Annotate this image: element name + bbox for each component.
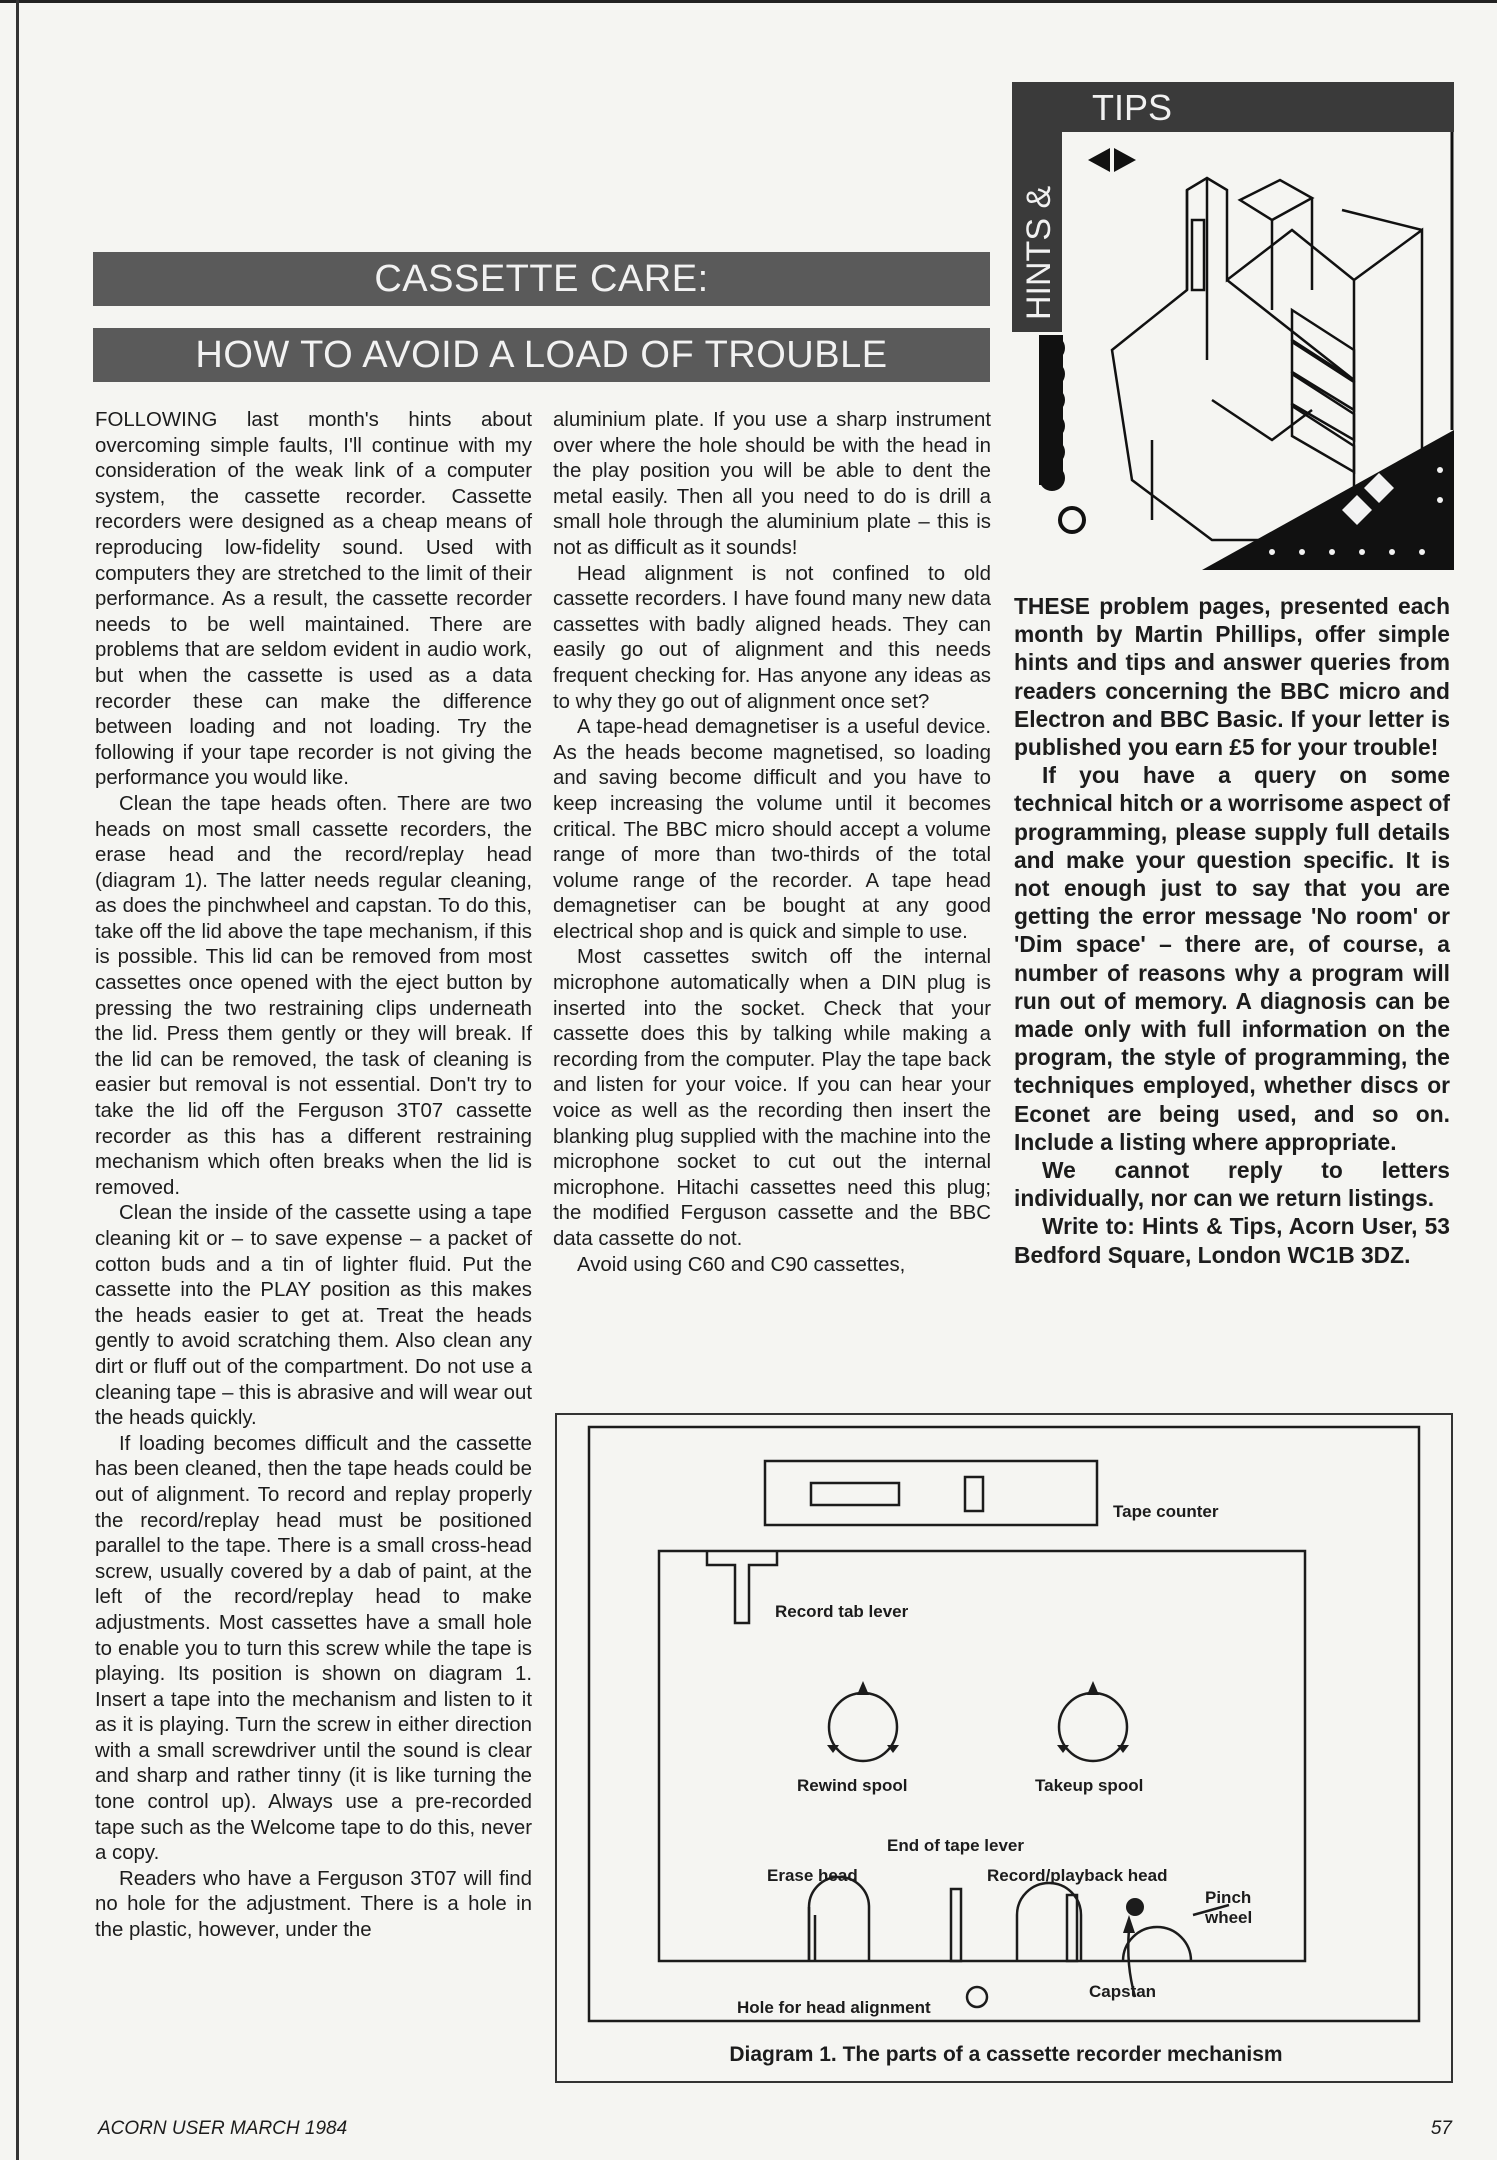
logo-tips-text: TIPS [1092,87,1173,128]
article-paragraph: Clean the tape heads often. There are two heads on most small cassette recorders, the erase head and the record/replay head (diagram 1). The latter needs regular cleaning, as does the pinchwheel and capstan. To do this, take off the lid above the tape mechanism, if this is possible. This lid can be removed from most cassettes once opened with the eject button by pressing the two restraining clips underneath the lid. Press them gently or they will break. If the lid can be removed, the task of cleaning is easier but removal is not essential. Don't try to take the lid off the Ferguson 3T07 cassette recorder as this has a different restraining mechanism which often breaks when the lid is removed. [95,792,532,1199]
counter-reset [965,1477,983,1511]
page-left-rule [16,0,19,2160]
footer-page-number: 57 [1430,2118,1452,2139]
label-record-tab-lever: Record tab lever [775,1602,909,1621]
article-paragraph: Most cassettes switch off the internal microphone automatically when a DIN plug is inserted into the socket. Check that your cassette does this by talking while making a recording from the computer. Play the tape back and listen for your voice. If you can hear your voice as well as the recording then insert the blanking plug supplied with the machine into the microphone socket to cut out the internal microphone. Hitachi cassettes need this plug; the modified Ferguson cassette and the BBC data cassette do not. [553,946,991,1250]
cassette-mechanism-diagram [557,1415,1451,2035]
logo-arrow-right-icon [1114,148,1136,172]
article-paragraph: Head alignment is not confined to old cassette recorders. I have found many new data cassettes with badly aligned heads. They can easily go out of alignment and this needs frequent checking for. Has anyone any ideas as to why they go out of alignment once set? [553,562,991,713]
article-paragraph: Clean the inside of the cassette using a tape cleaning kit or – to save expense – a packet of cotton buds and a tin of lighter fluid. Put the cassette into the PLAY position as this makes the heads easier to get at. Treat the heads gently to avoid scratching them. Also clean any dirt or fluff out of the compartment. Do not use a cleaning tape – this is abrasive and will wear out the heads quickly. [95,1202,532,1430]
label-wheel: wheel [1205,1908,1253,1927]
tape-counter-box [765,1461,1097,1525]
takeup-spool [1059,1693,1127,1761]
head-alignment-hole [967,1987,987,2007]
record-tab-lever [707,1551,777,1623]
rewind-spool [829,1693,897,1761]
label-record-playback-head: Record/playback head [987,1866,1168,1885]
record-playback-head-post [1067,1895,1077,1961]
capstan [1126,1898,1144,1916]
end-of-tape-lever [951,1889,961,1961]
hints-tips-logo [1012,80,1454,572]
label-end-of-tape-lever: End of tape lever [887,1836,1024,1855]
diagram-1 [555,1413,1453,2083]
article-paragraph: FOLLOWING last month's hints about overcoming simple faults, I'll continue with my consideration of the weak link of a computer system, the cassette recorder. Cassette recorders were designed as a cheap means of reproducing low-fidelity sound. Used with computers they are stretched to the limit of their performance. As a result, the cassette recorder needs to be well maintained. There are problems that are seldom evident in audio work, but when the cassette is used as a data recorder these can make the difference between loading and not loading. Try the following if your tape recorder is not giving the performance you would like. [95,409,532,790]
label-pinch: Pinch [1205,1888,1252,1907]
sidebar-paragraph: THESE problem pages, presented each month by Martin Phillips, offer simple hints and tips and answer queries from readers concerning the BBC micro and Electron and BBC Basic. If your letter is published you earn £5 for your trouble! [1014,593,1450,761]
logo-tips-bar [1012,82,1454,132]
label-tape-counter: Tape counter [1113,1502,1219,1521]
headline-line-1: CASSETTE CARE: [93,252,990,306]
page-top-rule [0,0,1497,3]
counter-window [811,1483,899,1505]
takeup-spool-tab-icon [1087,1681,1099,1695]
label-erase-head: Erase head [767,1866,858,1885]
label-hole-for-head-alignment: Hole for head alignment [737,1998,931,2017]
erase-head [809,1877,869,1961]
sidebar-paragraph: Write to: Hints & Tips, Acorn User, 53 Bedford Square, London WC1B 3DZ. [1014,1213,1450,1268]
footer-publication: ACORN USER MARCH 1984 [98,2118,348,2139]
sidebar-paragraph: We cannot reply to letters individually, nor can we return listings. [1014,1157,1450,1212]
rewind-spool-tab-icon [857,1681,869,1695]
label-rewind-spool: Rewind spool [797,1776,908,1795]
logo-scallop [1039,335,1065,491]
label-takeup-spool: Takeup spool [1035,1776,1144,1795]
article-paragraph: aluminium plate. If you use a sharp instrument over where the hole should be with the head in the play position you will be able to dent the metal easily. Then all you need to do is drill a small hole through the aluminium plate – this is not as difficult as it sounds! [553,409,991,559]
sidebar-intro [1014,592,1450,1269]
sidebar-paragraph: If you have a query on some technical hitch or a worrisome aspect of programming, please supply full details and make your question specific. It is not enough just to say that you are getting the error message 'No room' or 'Dim space' – there are, of course, a number of reasons why a program will run out of memory. A diagnosis can be made only with full information on the program, the style of programming, the techniques employed, whether discs or Econet are being used, and so on. Include a listing where appropriate. [1014,762,1450,1155]
diagram-caption: Diagram 1. The parts of a cassette recorder mechanism [729,2043,1283,2066]
label-capstan: Capstan [1089,1982,1157,2001]
capstan-arrow-head-icon [1123,1915,1135,1933]
logo-black-wedge [1202,430,1454,570]
outer-panel [589,1427,1419,2021]
article-paragraph: Readers who have a Ferguson 3T07 will find no hole for the adjustment. There is a hole in the plastic, however, under the [95,1867,532,1942]
logo-arrow-left-icon [1088,148,1110,172]
article-column-2 [553,408,991,1278]
headline-line-2: HOW TO AVOID A LOAD OF TROUBLE [93,328,990,382]
article-column-1 [95,408,532,1944]
article-paragraph: If loading becomes difficult and the cassette has been cleaned, then the tape heads could be out of alignment. To record and replay properly the record/replay head must be positioned parallel to the tape. There is a small cross-head screw, usually covered by a dab of paint, at the left of the record/replay head to make adjustments. Most cassettes have a small hole to enable you to turn this screw while the tape is playing. Its position is shown on diagram 1. Insert a tape into the mechanism and listen to it as it is playing. Turn the screw in either direction with a small screwdriver until the sound is clear and sharp and rather tinny (it is like turning the tone control up). Always use a pre-recorded tape such as the Welcome tape to do this, never a copy. [95,1432,532,1865]
article-paragraph: A tape-head demagnetiser is a useful device. As the heads become magnetised, so loading and saving become difficult and you have to keep increasing the volume until it becomes critical. The BBC micro should accept a volume range of more than two-thirds of the total volume range of the recorder. A tape head demagnetiser can be bought at any good electrical shop and is quick and simple to use. [553,716,991,943]
logo-ring [1060,508,1084,532]
article-paragraph: Avoid using C60 and C90 cassettes, [577,1253,906,1276]
logo-hints-text: HINTS & [1020,185,1058,320]
